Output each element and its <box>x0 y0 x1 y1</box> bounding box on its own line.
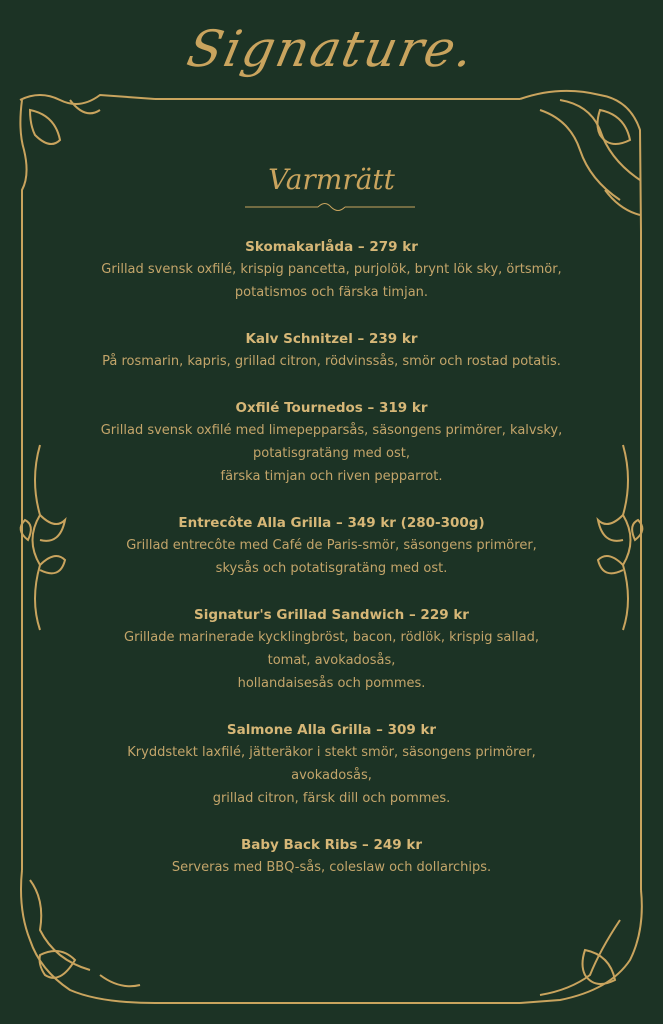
dish-description <box>60 741 603 810</box>
menu-item <box>60 834 603 879</box>
dish-name: Entrecôte Alla Grilla – 349 kr (280-300g) <box>178 515 485 531</box>
dish-description-line: hollandaisesås och pommes. <box>237 676 426 691</box>
dish-description-line: färska timjan och riven pepparrot. <box>220 469 443 484</box>
dish-description-line: Grillad entrecôte med Café de Paris-smör, säsongens primörer, <box>126 538 537 553</box>
dish-name: Baby Back Ribs – 249 kr <box>240 837 423 853</box>
menu-item <box>60 328 603 373</box>
dish-description-line: potatisgratäng med ost, <box>252 446 410 461</box>
menu-item <box>60 397 603 488</box>
dish-description-line: Kryddstekt laxfilé, jätteräkor i stekt smör, säsongens primörer, <box>127 745 536 760</box>
dish-description <box>60 350 603 373</box>
logo <box>0 4 663 104</box>
dish-description-line: Grillad svensk oxfilé med limepepparsås, säsongens primörer, kalvsky, <box>100 423 563 438</box>
menu-item <box>60 236 603 304</box>
dish-description <box>60 419 603 488</box>
dish-description-line: Grillade marinerade kycklingbröst, bacon, rödlök, krispig sallad, <box>124 630 539 645</box>
dish-name: Salmone Alla Grilla – 309 kr <box>226 722 437 738</box>
dish-description <box>60 258 603 304</box>
menu-item <box>60 604 603 695</box>
logo-wordmark: Signature. <box>182 20 481 78</box>
dish-name: Oxfilé Tournedos – 319 kr <box>235 400 428 416</box>
dish-description <box>60 856 603 879</box>
dish-name: Signatur's Grillad Sandwich – 229 kr <box>194 607 469 623</box>
dish-description-line: På rosmarin, kapris, grillad citron, rödvinssås, smör och rostad potatis. <box>102 354 561 369</box>
menu-item <box>60 719 603 810</box>
menu-item <box>60 512 603 580</box>
menu-list <box>60 236 603 903</box>
dish-description-line: avokadosås, <box>291 768 372 783</box>
dish-description-line: potatismos och färska timjan. <box>234 285 429 300</box>
dish-description-line: Serveras med BBQ-sås, coleslaw och dollarchips. <box>171 860 492 875</box>
section-title: Varmrätt <box>268 163 395 196</box>
dish-description-line: skysås och potatisgratäng med ost. <box>215 561 448 576</box>
dish-description-line: grillad citron, färsk dill och pommes. <box>212 791 451 806</box>
dish-description <box>60 626 603 695</box>
dish-name: Kalv Schnitzel – 239 kr <box>245 331 418 347</box>
dish-description <box>60 534 603 580</box>
dish-name: Skomakarlåda – 279 kr <box>245 239 418 255</box>
dish-description-line: tomat, avokadosås, <box>267 653 396 668</box>
dish-description-line: Grillad svensk oxfilé, krispig pancetta, purjolök, brynt lök sky, örtsmör, <box>101 262 562 277</box>
